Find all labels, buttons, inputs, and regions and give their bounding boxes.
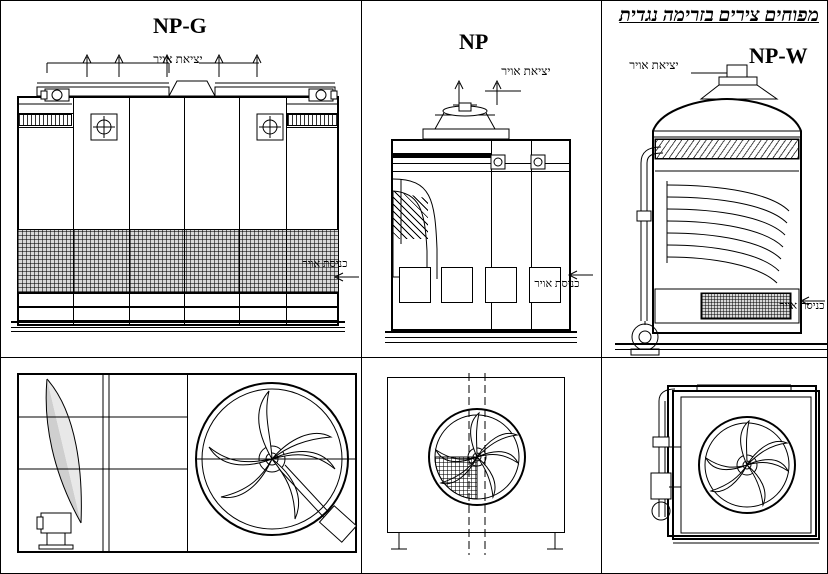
label-air-in-np-g: כניסת אויר: [302, 258, 348, 270]
np-g-air-in-arrow: [333, 269, 363, 289]
label-air-out-np-w: יציאת אויר: [629, 58, 679, 72]
np-inlet-2: [441, 267, 473, 303]
np-g-base-rail-3: [11, 331, 345, 332]
model-title-np-g: NP-G: [153, 13, 207, 38]
np-w-riser-pipe: [621, 91, 681, 371]
np-base-rail-2: [385, 337, 577, 338]
np-w-inlet-screen: [701, 293, 791, 319]
label-air-in-np-w: כניסת אויר: [779, 300, 825, 312]
np-inlet-1: [399, 267, 431, 303]
np-g-plan-details: [17, 373, 367, 563]
np-base-rail-3: [385, 342, 577, 343]
np-g-inlet-louvres: [17, 229, 339, 293]
np-g-louvre-div-4: [239, 229, 240, 293]
np-g-louvre-div-5: [286, 229, 287, 293]
np-g-louvre-div-2: [129, 229, 130, 293]
label-air-out-np-g: יציאת אויר: [153, 52, 203, 66]
np-w-base-rail-2: [615, 349, 828, 350]
panel-divider-right: [601, 1, 602, 574]
np-w-base-rail-1: [615, 343, 828, 345]
np-internal-details: [391, 139, 581, 339]
label-air-in-np: כניסת אויר: [534, 278, 580, 290]
np-g-base-rail-1: [11, 321, 345, 323]
np-plan-details: [387, 377, 577, 557]
np-w-plan-details: [641, 377, 828, 557]
np-inlet-3: [485, 267, 517, 303]
model-title-np: NP: [459, 29, 489, 54]
np-fill-hatch: [392, 191, 428, 239]
np-g-base-rail-2: [11, 327, 345, 328]
np-g-basin: [17, 293, 339, 307]
label-air-out-np: יציאת אויר: [501, 64, 551, 78]
np-g-sump: [17, 307, 339, 321]
np-g-louvre-div-3: [184, 229, 185, 293]
np-g-louvre-div-1: [73, 229, 74, 293]
np-base-rail-1: [385, 331, 577, 333]
panel-divider-horizontal: [1, 357, 828, 358]
model-title-np-w: NP-W: [749, 43, 808, 68]
sheet-title: מפוחים צירים בזרימה נגדית: [619, 5, 819, 26]
